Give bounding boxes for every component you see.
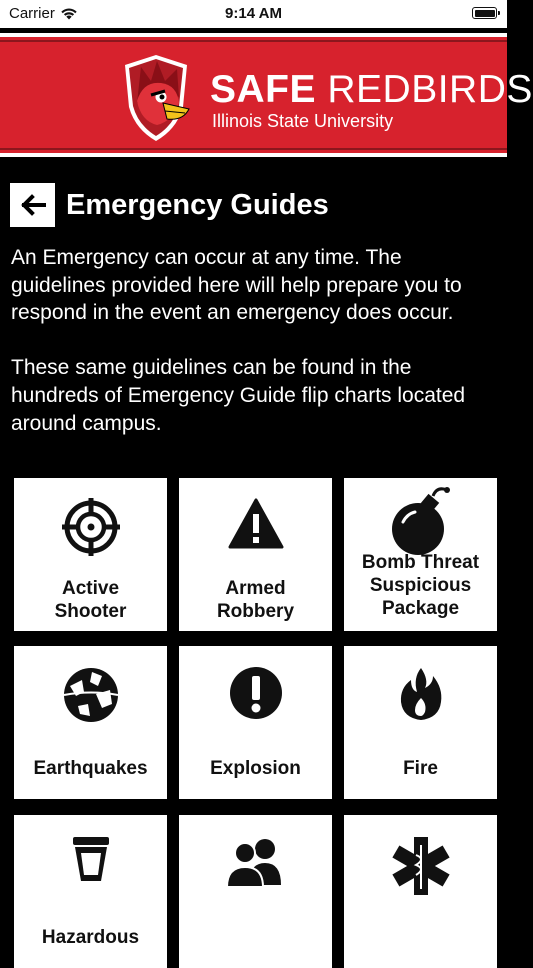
tile-label: Hazardous xyxy=(41,926,140,948)
page-title-row xyxy=(10,183,329,227)
brand-title-light: REDBIRDS xyxy=(316,68,533,111)
arrow-left-icon xyxy=(20,194,46,216)
guide-tile-active-shooter[interactable] xyxy=(14,478,167,631)
back-button[interactable] xyxy=(10,183,55,227)
brand-title-bold: SAFE xyxy=(210,68,317,111)
guide-tile-hazardous[interactable] xyxy=(14,815,167,968)
status-bar xyxy=(0,0,507,28)
tile-label: Active Shooter xyxy=(54,578,127,622)
app-header xyxy=(0,33,533,157)
tile-label: Bomb Threat Suspicious Package xyxy=(361,552,480,619)
guide-tile-earthquakes[interactable] xyxy=(14,646,167,799)
status-time: 9:14 AM xyxy=(225,5,282,22)
page-title: Emergency Guides xyxy=(66,188,329,221)
redbird-mascot-icon xyxy=(117,51,195,145)
carrier-label: Carrier xyxy=(9,5,55,22)
warning-icon xyxy=(228,498,284,550)
guide-tile-fire[interactable] xyxy=(344,646,497,799)
star-of-life-icon xyxy=(390,835,452,897)
tile-label: Fire xyxy=(403,757,438,779)
guide-tile-armed-robbery[interactable] xyxy=(179,478,332,631)
guide-tile-people[interactable] xyxy=(179,815,332,968)
tile-label: Armed Robbery xyxy=(216,578,295,622)
flame-icon xyxy=(399,666,443,722)
people-icon xyxy=(223,835,289,887)
battery-icon xyxy=(472,7,497,19)
tile-label xyxy=(348,906,493,968)
brand-title xyxy=(210,70,533,109)
guide-tile-medical[interactable] xyxy=(344,815,497,968)
exclamation-icon xyxy=(229,666,283,720)
intro-text xyxy=(11,244,497,437)
brand-subtitle: Illinois State University xyxy=(212,111,394,131)
tile-label: Earthquakes xyxy=(33,757,148,779)
crosshair-icon xyxy=(62,498,120,556)
guide-tile-explosion[interactable] xyxy=(179,646,332,799)
intro-paragraph: An Emergency can occur at any time. The guidelines provided here will help prepare you to respond in the event an emergency does occur. xyxy=(11,246,462,325)
guide-tile-bomb-threat[interactable] xyxy=(344,478,497,631)
bucket-icon xyxy=(67,835,115,883)
tile-label: Explosion xyxy=(210,757,301,779)
tile-label xyxy=(183,906,328,968)
intro-paragraph: These same guidelines can be found in the hundreds of Emergency Guide flip charts located around campus. xyxy=(11,356,466,435)
globe-icon xyxy=(62,666,120,724)
bomb-icon xyxy=(389,484,453,556)
